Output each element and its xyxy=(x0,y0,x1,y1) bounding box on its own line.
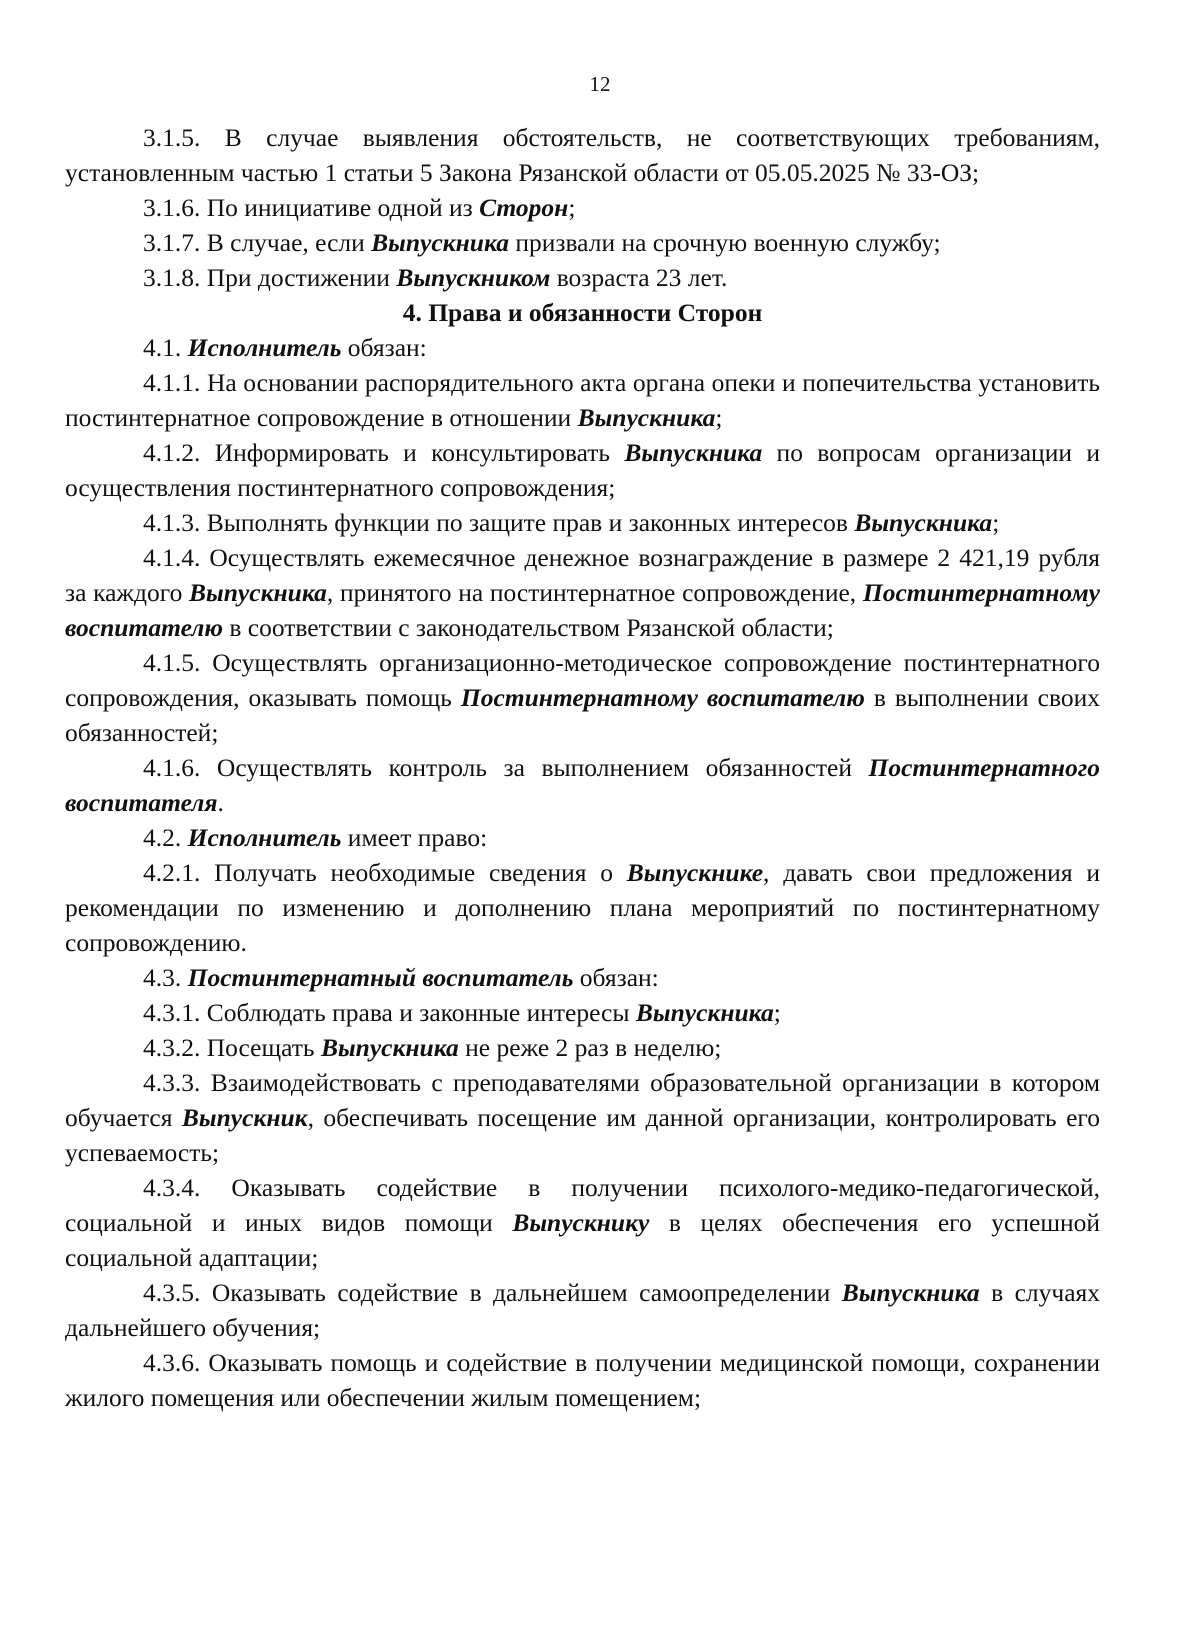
text-segment: 4.1.1. На основании распорядительного акта органа опеки и попечительства установить постинтернатное сопровождение в отношении xyxy=(65,368,1100,432)
text-segment: ; xyxy=(773,998,781,1027)
text-segment: 3.1.7. В случае, если xyxy=(143,228,372,257)
text-segment: не реже 2 раз в неделю; xyxy=(458,1033,722,1062)
defined-term: Выпускника xyxy=(635,998,774,1027)
text-segment: 4.2. xyxy=(143,823,188,852)
paragraph xyxy=(65,190,1100,225)
text-segment: 4.3. xyxy=(143,963,188,992)
document-body xyxy=(65,120,1100,1415)
text-segment: 3.1.5. В случае выявления обстоятельств, не соответствующих требованиям, установленным частью 1 статьи 5 Закона Рязанской области от 05.05.2025 № 33-ОЗ; xyxy=(65,123,1100,187)
text-segment: 4. Права и обязанности Сторон xyxy=(402,298,763,327)
defined-term: Выпускника xyxy=(577,403,716,432)
paragraph xyxy=(65,750,1100,820)
paragraph xyxy=(65,1030,1100,1065)
defined-term: Выпускника xyxy=(320,1033,459,1062)
paragraph xyxy=(65,225,1100,260)
defined-term: Постинтернатному воспитателю xyxy=(65,578,1100,642)
paragraph xyxy=(65,1065,1100,1170)
text-segment: 4.1.6. Осуществлять контроль за выполнением обязанностей xyxy=(143,753,869,782)
text-segment: 4.3.6. Оказывать помощь и содействие в получении медицинской помощи, сохранении жилого помещения или обеспечении жилым помещением; xyxy=(65,1348,1100,1412)
defined-term: Выпускником xyxy=(396,263,551,292)
section-heading xyxy=(65,295,1100,330)
paragraph xyxy=(65,995,1100,1030)
text-segment: 4.1.2. Информировать и консультировать xyxy=(143,438,625,467)
text-segment: 4.3.2. Посещать xyxy=(143,1033,321,1062)
paragraph xyxy=(65,645,1100,750)
text-segment: 4.1.4. Осуществлять ежемесячное денежное вознаграждение в размере 2 421,19 рубля за каждого xyxy=(65,543,1100,607)
text-segment: призвали на срочную военную службу; xyxy=(508,228,941,257)
text-segment: ; xyxy=(568,193,576,222)
paragraph xyxy=(65,1170,1100,1275)
defined-term: Выпускник xyxy=(181,1103,308,1132)
text-segment: имеет право: xyxy=(341,823,488,852)
defined-term: Выпускнике xyxy=(626,858,764,887)
defined-term: Выпускнику xyxy=(512,1208,650,1237)
text-segment: 3.1.6. По инициативе одной из xyxy=(143,193,480,222)
defined-term: Выпускника xyxy=(841,1278,980,1307)
paragraph xyxy=(65,435,1100,505)
text-segment: 4.3.5. Оказывать содействие в дальнейшем самоопределении xyxy=(143,1278,842,1307)
text-segment: 4.3.4. Оказывать содействие в получении психолого-медико-педагогической, социальной и иных видов помощи xyxy=(65,1173,1100,1237)
defined-term: Выпускника xyxy=(371,228,509,257)
paragraph xyxy=(65,960,1100,995)
text-segment: обязан: xyxy=(341,333,427,362)
paragraph xyxy=(65,505,1100,540)
text-segment: 4.2.1. Получать необходимые сведения о xyxy=(143,858,627,887)
paragraph xyxy=(65,120,1100,190)
text-segment: возраста 23 лет. xyxy=(550,263,728,292)
text-segment: в случаях дальнейшего обучения; xyxy=(65,1278,1100,1342)
text-segment: 4.1. xyxy=(143,333,188,362)
page-number: 12 xyxy=(589,72,611,96)
text-segment: 4.1.3. Выполнять функции по защите прав и законных интересов xyxy=(143,508,855,537)
defined-term: Выпускника xyxy=(854,508,993,537)
text-segment: обязан: xyxy=(573,963,659,992)
defined-term: Постинтернатного воспитателя xyxy=(65,753,1100,817)
text-segment: , принятого на постинтернатное сопровождение, xyxy=(326,578,863,607)
defined-term: Выпускника xyxy=(189,578,327,607)
text-segment: 4.1.5. Осуществлять организационно-методическое сопровождение постинтернатного сопровождения, оказывать помощь xyxy=(65,648,1100,712)
defined-term: Исполнитель xyxy=(187,333,342,362)
paragraph xyxy=(65,820,1100,855)
text-segment: в выполнении своих обязанностей; xyxy=(65,683,1100,747)
text-segment: по вопросам организации и осуществления постинтернатного сопровождения; xyxy=(65,438,1100,502)
text-segment: , обеспечивать посещение им данной организации, контролировать его успеваемость; xyxy=(65,1103,1100,1167)
paragraph xyxy=(65,260,1100,295)
paragraph xyxy=(65,1275,1100,1345)
paragraph xyxy=(65,1345,1100,1415)
text-segment: . xyxy=(217,788,224,817)
defined-term: Сторон xyxy=(479,193,569,222)
text-segment: 4.3.3. Взаимодействовать с преподавателями образовательной организации в котором обучается xyxy=(65,1068,1100,1132)
paragraph xyxy=(65,540,1100,645)
paragraph xyxy=(65,855,1100,960)
defined-term: Исполнитель xyxy=(187,823,342,852)
text-segment: в соответствии с законодательством Рязанской области; xyxy=(222,613,834,642)
text-segment: в целях обеспечения его успешной социальной адаптации; xyxy=(65,1208,1100,1272)
defined-term: Постинтернатный воспитатель xyxy=(187,963,574,992)
text-segment: ; xyxy=(992,508,1000,537)
paragraph xyxy=(65,330,1100,365)
paragraph xyxy=(65,365,1100,435)
text-segment: ; xyxy=(715,403,723,432)
text-segment: 4.3.1. Соблюдать права и законные интересы xyxy=(143,998,636,1027)
text-segment: 3.1.8. При достижении xyxy=(143,263,397,292)
text-segment: , давать свои предложения и рекомендации по изменению и дополнению плана мероприятий по постинтернатному сопровождению. xyxy=(65,858,1100,957)
defined-term: Выпускника xyxy=(624,438,763,467)
defined-term: Постинтернатному воспитателю xyxy=(460,683,865,712)
